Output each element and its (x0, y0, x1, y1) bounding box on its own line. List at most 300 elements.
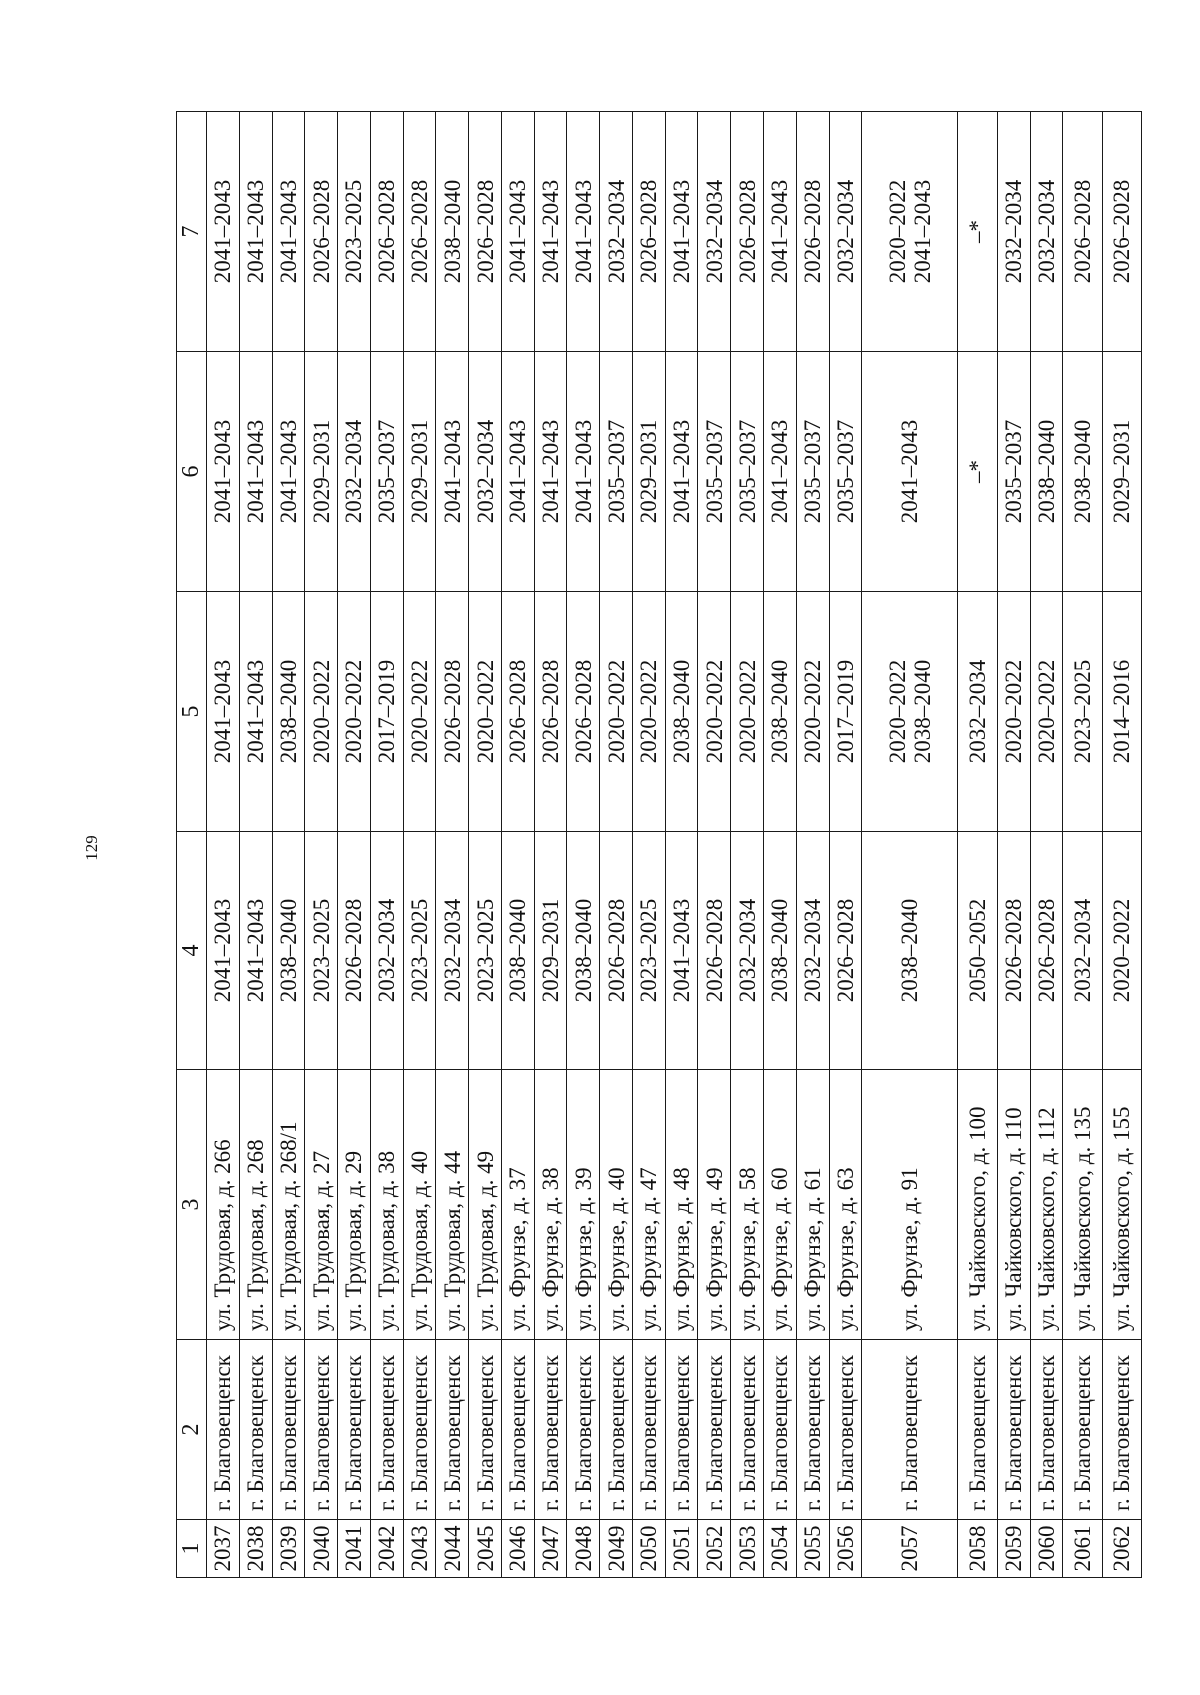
col-6-cell (567, 352, 600, 592)
address-cell: ул. Фрунзе, д. 38 (534, 1070, 567, 1340)
table-row (698, 112, 731, 1578)
col-7-value: 2026–2028 (734, 179, 760, 284)
address-cell: ул. Чайковского, д. 100 (958, 1070, 997, 1340)
city-cell: г. Благовещенск (567, 1340, 600, 1520)
col-5-value: 2020–2022 (636, 659, 662, 764)
col-4-value: 2038–2040 (505, 898, 531, 1003)
address-cell: ул. Фрунзе, д. 39 (567, 1070, 600, 1340)
col-4-cell (338, 832, 371, 1070)
row-number-cell: 2040 (305, 1520, 338, 1578)
table-row (338, 112, 371, 1578)
table-row (796, 112, 829, 1578)
col-5-value: 2020–2022 (701, 659, 727, 764)
col-6-value: 2038–2040 (1033, 419, 1059, 524)
header-cell-5: 5 (177, 592, 207, 832)
row-number-cell: 2057 (862, 1520, 958, 1578)
col-6-value: 2029–2031 (636, 419, 662, 524)
address-cell: ул. Трудовая, д. 29 (338, 1070, 371, 1340)
row-number-cell: 2044 (436, 1520, 469, 1578)
col-6-value: 2035–2037 (603, 419, 629, 524)
row-number-cell: 2037 (207, 1520, 240, 1578)
col-5-value: 2026–2028 (505, 659, 531, 764)
col-6-cell (731, 352, 764, 592)
col-5-cell (338, 592, 371, 832)
col-7-value: 2041–2043 (243, 179, 269, 284)
rotated-table-container (176, 112, 1142, 1578)
col-5-cell (305, 592, 338, 832)
col-4-value: 2023–2025 (636, 898, 662, 1003)
address-cell: ул. Чайковского, д. 155 (1102, 1070, 1141, 1340)
col-7-value: 2032–2034 (1033, 179, 1059, 284)
row-number-cell: 2054 (764, 1520, 797, 1578)
col-7-cell (534, 112, 567, 352)
col-7-value: 2026–2028 (1069, 179, 1095, 284)
city-cell: г. Благовещенск (305, 1340, 338, 1520)
col-7-value: 2026–2028 (374, 179, 400, 284)
table-row (567, 112, 600, 1578)
col-6-cell (958, 352, 997, 592)
table-row (1063, 112, 1102, 1578)
city-cell: г. Благовещенск (600, 1340, 633, 1520)
col-4-value: 2041–2043 (243, 898, 269, 1003)
table-row (239, 112, 272, 1578)
col-7-value: 2041–2043 (909, 179, 935, 284)
table-row (1030, 112, 1063, 1578)
col-4-cell (665, 832, 698, 1070)
col-7-cell (862, 112, 958, 352)
col-7-cell (403, 112, 436, 352)
col-4-value: 2026–2028 (603, 898, 629, 1003)
row-number-cell: 2038 (239, 1520, 272, 1578)
col-6-value: 2041–2043 (897, 419, 923, 524)
city-cell: г. Благовещенск (1102, 1340, 1141, 1520)
col-7-value: 2026–2028 (472, 179, 498, 284)
col-4-cell (764, 832, 797, 1070)
row-number-cell: 2049 (600, 1520, 633, 1578)
col-7-value: 2041–2043 (570, 179, 596, 284)
col-6-value: 2041–2043 (767, 419, 793, 524)
table-row (207, 112, 240, 1578)
col-4-cell (796, 832, 829, 1070)
col-7-cell (436, 112, 469, 352)
row-number-cell: 2045 (469, 1520, 502, 1578)
row-number-cell: 2059 (997, 1520, 1030, 1578)
col-4-cell (958, 832, 997, 1070)
col-5-value: 2032–2034 (965, 659, 991, 764)
col-5-value: 2014–2016 (1109, 659, 1135, 764)
col-4-value: 2050–2052 (965, 898, 991, 1003)
col-7-value: 2038–2040 (439, 179, 465, 284)
col-6-value: 2035–2037 (832, 419, 858, 524)
header-row (177, 112, 207, 1578)
col-5-value: 2041–2043 (210, 659, 236, 764)
address-cell: ул. Фрунзе, д. 91 (862, 1070, 958, 1340)
col-5-cell (997, 592, 1030, 832)
col-6-value: 2038–2040 (1069, 419, 1095, 524)
col-6-cell (436, 352, 469, 592)
col-7-cell (600, 112, 633, 352)
col-6-cell (796, 352, 829, 592)
city-cell: г. Благовещенск (207, 1340, 240, 1520)
row-number-cell: 2053 (731, 1520, 764, 1578)
col-4-value: 2026–2028 (1033, 898, 1059, 1003)
col-4-cell (632, 832, 665, 1070)
city-cell: г. Благовещенск (731, 1340, 764, 1520)
col-4-cell (600, 832, 633, 1070)
col-4-value: 2041–2043 (210, 898, 236, 1003)
city-cell: г. Благовещенск (469, 1340, 502, 1520)
row-number-cell: 2042 (370, 1520, 403, 1578)
col-4-value: 2032–2034 (374, 898, 400, 1003)
header-cell-7: 7 (177, 112, 207, 352)
col-7-value: 2023–2025 (341, 179, 367, 284)
row-number-cell: 2058 (958, 1520, 997, 1578)
table-row (501, 112, 534, 1578)
address-cell: ул. Трудовая, д. 44 (436, 1070, 469, 1340)
col-6-cell (534, 352, 567, 592)
col-6-value: 2041–2043 (570, 419, 596, 524)
col-5-cell (600, 592, 633, 832)
col-4-cell (1030, 832, 1063, 1070)
page-number: 129 (82, 835, 101, 861)
row-number-cell: 2046 (501, 1520, 534, 1578)
col-6-value: 2041–2043 (505, 419, 531, 524)
col-4-cell (534, 832, 567, 1070)
row-number-cell: 2056 (829, 1520, 862, 1578)
col-5-value: 2041–2043 (243, 659, 269, 764)
col-6-cell (698, 352, 731, 592)
col-6-cell (1063, 352, 1102, 592)
col-5-cell (1063, 592, 1102, 832)
table-row (305, 112, 338, 1578)
city-cell: г. Благовещенск (534, 1340, 567, 1520)
header-cell-3: 3 (177, 1070, 207, 1340)
row-number-cell: 2043 (403, 1520, 436, 1578)
col-5-value: 2020–2022 (472, 659, 498, 764)
col-6-value: 2041–2043 (669, 419, 695, 524)
city-cell: г. Благовещенск (370, 1340, 403, 1520)
col-4-value: 2029–2031 (538, 898, 564, 1003)
col-5-cell (764, 592, 797, 832)
col-4-cell (207, 832, 240, 1070)
col-5-cell (436, 592, 469, 832)
col-4-value: 2032–2034 (1069, 898, 1095, 1003)
col-7-value: 2032–2034 (832, 179, 858, 284)
address-cell: ул. Фрунзе, д. 49 (698, 1070, 731, 1340)
col-7-cell (469, 112, 502, 352)
col-5-value: 2020–2022 (734, 659, 760, 764)
address-cell: ул. Фрунзе, д. 58 (731, 1070, 764, 1340)
header-cell-2: 2 (177, 1340, 207, 1520)
table-row (665, 112, 698, 1578)
col-7-cell (997, 112, 1030, 352)
col-6-cell (239, 352, 272, 592)
col-4-value: 2038–2040 (897, 898, 923, 1003)
address-cell: ул. Фрунзе, д. 61 (796, 1070, 829, 1340)
col-4-cell (829, 832, 862, 1070)
address-cell: ул. Трудовая, д. 40 (403, 1070, 436, 1340)
col-5-value: 2038–2040 (275, 659, 301, 764)
col-6-cell (632, 352, 665, 592)
city-cell: г. Благовещенск (403, 1340, 436, 1520)
address-cell: ул. Трудовая, д. 38 (370, 1070, 403, 1340)
col-5-cell (796, 592, 829, 832)
table-body (207, 112, 1142, 1578)
city-cell: г. Благовещенск (764, 1340, 797, 1520)
row-number-cell: 2051 (665, 1520, 698, 1578)
col-7-cell (764, 112, 797, 352)
col-5-value: 2020–2022 (603, 659, 629, 764)
table-row (600, 112, 633, 1578)
city-cell: г. Благовещенск (239, 1340, 272, 1520)
col-4-cell (469, 832, 502, 1070)
col-7-value: 2041–2043 (505, 179, 531, 284)
col-5-cell (829, 592, 862, 832)
address-cell: ул. Трудовая, д. 266 (207, 1070, 240, 1340)
table-row (469, 112, 502, 1578)
city-cell: г. Благовещенск (698, 1340, 731, 1520)
col-6-cell (862, 352, 958, 592)
row-number-cell: 2047 (534, 1520, 567, 1578)
col-6-cell (1102, 352, 1141, 592)
col-6-value: 2035–2037 (701, 419, 727, 524)
city-cell: г. Благовещенск (796, 1340, 829, 1520)
col-5-cell (632, 592, 665, 832)
col-5-cell (567, 592, 600, 832)
col-4-cell (1063, 832, 1102, 1070)
col-5-value: 2017–2019 (374, 659, 400, 764)
col-4-value: 2038–2040 (767, 898, 793, 1003)
col-5-value: 2038–2040 (909, 659, 935, 764)
col-4-value: 2032–2034 (800, 898, 826, 1003)
address-cell: ул. Фрунзе, д. 63 (829, 1070, 862, 1340)
col-7-cell (207, 112, 240, 352)
col-5-value: 2020–2022 (884, 659, 910, 764)
city-cell: г. Благовещенск (1063, 1340, 1102, 1520)
city-cell: г. Благовещенск (501, 1340, 534, 1520)
schedule-table (176, 111, 1142, 1578)
address-cell: ул. Трудовая, д. 27 (305, 1070, 338, 1340)
city-cell: г. Благовещенск (632, 1340, 665, 1520)
col-6-value: 2035–2037 (734, 419, 760, 524)
address-cell: ул. Фрунзе, д. 37 (501, 1070, 534, 1340)
header-cell-6: 6 (177, 352, 207, 592)
col-4-value: 2032–2034 (734, 898, 760, 1003)
col-7-cell (698, 112, 731, 352)
col-6-cell (1030, 352, 1063, 592)
col-4-cell (370, 832, 403, 1070)
table-row (436, 112, 469, 1578)
col-7-value: –* (965, 220, 991, 243)
address-cell: ул. Чайковского, д. 135 (1063, 1070, 1102, 1340)
col-4-value: 2026–2028 (832, 898, 858, 1003)
col-5-value: 2026–2028 (570, 659, 596, 764)
col-7-cell (501, 112, 534, 352)
table-row (534, 112, 567, 1578)
col-7-value: 2026–2028 (406, 179, 432, 284)
city-cell: г. Благовещенск (958, 1340, 997, 1520)
col-4-value: 2038–2040 (275, 898, 301, 1003)
row-number-cell: 2060 (1030, 1520, 1063, 1578)
col-6-cell (207, 352, 240, 592)
col-4-cell (1102, 832, 1141, 1070)
address-cell: ул. Фрунзе, д. 60 (764, 1070, 797, 1340)
col-6-value: 2035–2037 (1001, 419, 1027, 524)
col-7-value: 2041–2043 (275, 179, 301, 284)
col-6-cell (338, 352, 371, 592)
address-cell: ул. Чайковского, д. 112 (1030, 1070, 1063, 1340)
table-row (862, 112, 958, 1578)
row-number-cell: 2055 (796, 1520, 829, 1578)
table-row (1102, 112, 1141, 1578)
col-5-cell (698, 592, 731, 832)
col-4-cell (436, 832, 469, 1070)
col-6-value: 2029–2031 (1109, 419, 1135, 524)
city-cell: г. Благовещенск (665, 1340, 698, 1520)
col-4-value: 2023–2025 (406, 898, 432, 1003)
address-cell: ул. Фрунзе, д. 40 (600, 1070, 633, 1340)
col-4-value: 2026–2028 (341, 898, 367, 1003)
col-4-cell (501, 832, 534, 1070)
col-5-value: 2038–2040 (669, 659, 695, 764)
row-number-cell: 2061 (1063, 1520, 1102, 1578)
col-6-cell (997, 352, 1030, 592)
col-7-value: 2026–2028 (636, 179, 662, 284)
city-cell: г. Благовещенск (997, 1340, 1030, 1520)
col-5-cell (862, 592, 958, 832)
row-number-cell: 2039 (272, 1520, 305, 1578)
col-4-value: 2032–2034 (439, 898, 465, 1003)
col-7-cell (305, 112, 338, 352)
city-cell: г. Благовещенск (829, 1340, 862, 1520)
table-row (632, 112, 665, 1578)
col-7-value: 2041–2043 (538, 179, 564, 284)
col-5-value: 2026–2028 (439, 659, 465, 764)
col-7-cell (829, 112, 862, 352)
col-5-cell (958, 592, 997, 832)
row-number-cell: 2062 (1102, 1520, 1141, 1578)
col-7-value: 2020–2022 (884, 179, 910, 284)
table-row (272, 112, 305, 1578)
col-5-cell (1102, 592, 1141, 832)
col-5-cell (501, 592, 534, 832)
col-6-value: 2041–2043 (243, 419, 269, 524)
col-5-cell (403, 592, 436, 832)
col-5-value: 2023–2025 (1069, 659, 1095, 764)
col-7-value: 2032–2034 (1001, 179, 1027, 284)
col-7-value: 2026–2028 (800, 179, 826, 284)
city-cell: г. Благовещенск (862, 1340, 958, 1520)
col-7-cell (1102, 112, 1141, 352)
header-cell-1: 1 (177, 1520, 207, 1578)
col-4-cell (239, 832, 272, 1070)
col-6-cell (469, 352, 502, 592)
col-7-value: 2041–2043 (669, 179, 695, 284)
col-6-cell (764, 352, 797, 592)
col-4-cell (862, 832, 958, 1070)
col-4-cell (403, 832, 436, 1070)
col-6-cell (272, 352, 305, 592)
col-7-cell (338, 112, 371, 352)
row-number-cell: 2041 (338, 1520, 371, 1578)
col-6-value: 2029–2031 (406, 419, 432, 524)
col-5-value: 2017–2019 (832, 659, 858, 764)
col-7-cell (632, 112, 665, 352)
table-row (764, 112, 797, 1578)
col-5-value: 2026–2028 (538, 659, 564, 764)
row-number-cell: 2048 (567, 1520, 600, 1578)
col-6-cell (501, 352, 534, 592)
col-5-value: 2020–2022 (1001, 659, 1027, 764)
col-4-cell (305, 832, 338, 1070)
col-7-cell (796, 112, 829, 352)
row-number-cell: 2052 (698, 1520, 731, 1578)
col-4-value: 2026–2028 (701, 898, 727, 1003)
col-6-cell (829, 352, 862, 592)
col-5-value: 2020–2022 (406, 659, 432, 764)
table-row (370, 112, 403, 1578)
col-6-value: 2035–2037 (800, 419, 826, 524)
col-5-value: 2020–2022 (308, 659, 334, 764)
col-6-value: 2032–2034 (472, 419, 498, 524)
col-7-cell (1030, 112, 1063, 352)
col-7-value: 2041–2043 (767, 179, 793, 284)
city-cell: г. Благовещенск (436, 1340, 469, 1520)
address-cell: ул. Трудовая, д. 268 (239, 1070, 272, 1340)
table-row (731, 112, 764, 1578)
col-6-value: 2041–2043 (210, 419, 236, 524)
col-5-value: 2020–2022 (341, 659, 367, 764)
col-4-cell (567, 832, 600, 1070)
col-4-cell (698, 832, 731, 1070)
col-7-cell (272, 112, 305, 352)
col-6-cell (403, 352, 436, 592)
address-cell: ул. Чайковского, д. 110 (997, 1070, 1030, 1340)
col-5-value: 2020–2022 (1033, 659, 1059, 764)
address-cell: ул. Трудовая, д. 49 (469, 1070, 502, 1340)
col-6-value: 2041–2043 (275, 419, 301, 524)
col-4-cell (997, 832, 1030, 1070)
col-7-value: 2026–2028 (1109, 179, 1135, 284)
col-4-value: 2026–2028 (1001, 898, 1027, 1003)
header-cell-4: 4 (177, 832, 207, 1070)
col-7-cell (1063, 112, 1102, 352)
col-5-cell (272, 592, 305, 832)
col-6-value: 2035–2037 (374, 419, 400, 524)
col-7-cell (665, 112, 698, 352)
col-5-value: 2038–2040 (767, 659, 793, 764)
col-5-cell (469, 592, 502, 832)
col-4-cell (272, 832, 305, 1070)
row-number-cell: 2050 (632, 1520, 665, 1578)
city-cell: г. Благовещенск (338, 1340, 371, 1520)
col-5-cell (534, 592, 567, 832)
col-6-cell (370, 352, 403, 592)
address-cell: ул. Фрунзе, д. 47 (632, 1070, 665, 1340)
col-6-value: 2041–2043 (439, 419, 465, 524)
col-4-value: 2020–2022 (1109, 898, 1135, 1003)
col-5-cell (1030, 592, 1063, 832)
col-4-value: 2041–2043 (669, 898, 695, 1003)
col-7-value: 2032–2034 (603, 179, 629, 284)
col-7-cell (370, 112, 403, 352)
col-6-cell (665, 352, 698, 592)
col-6-value: –* (965, 460, 991, 483)
city-cell: г. Благовещенск (272, 1340, 305, 1520)
col-6-value: 2029–2031 (308, 419, 334, 524)
table-row (403, 112, 436, 1578)
col-5-value: 2020–2022 (800, 659, 826, 764)
